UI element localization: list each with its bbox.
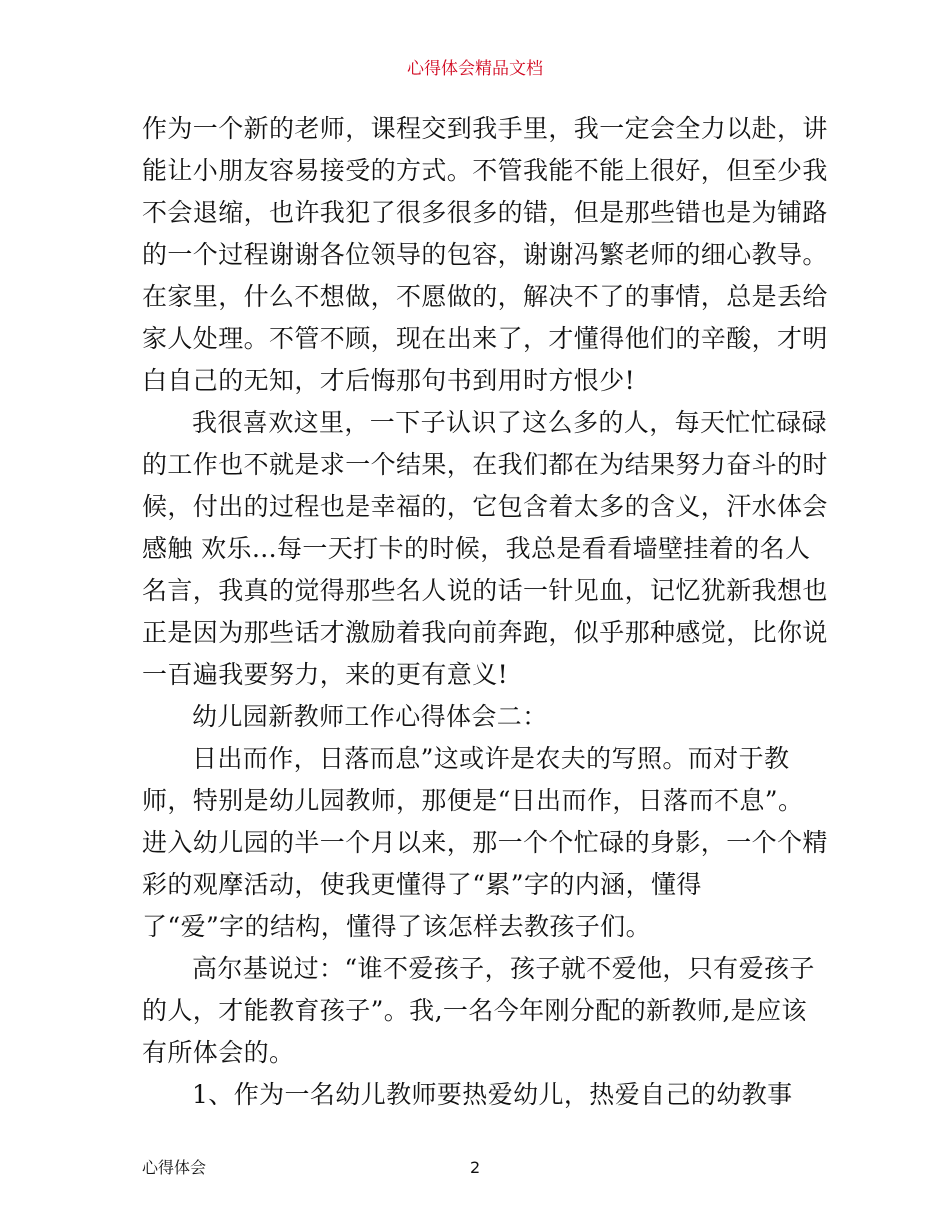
body-line: 家人处理。不管不顾，现在出来了，才懂得他们的辛酸，才明 <box>142 324 828 353</box>
document-body <box>142 108 828 1116</box>
body-line: 一百遍我要努力，来的更有意义! <box>142 660 509 689</box>
page-footer <box>142 1157 814 1179</box>
page-header-title: 心得体会精品文档 <box>407 59 543 79</box>
body-line: 彩的观摩活动，使我更懂得了“累”字的内涵，懂得 <box>142 870 702 899</box>
body-line: 作为一个新的老师，课程交到我手里，我一定会全力以赴，讲 <box>142 114 828 143</box>
body-line: 不会退缩，也许我犯了很多很多的错，但是那些错也是为铺路 <box>142 198 828 227</box>
body-line: 白自己的无知，才后悔那句书到用时方恨少! <box>142 366 636 395</box>
body-line: 正是因为那些话才激励着我向前奔跑，似乎那种感觉，比你说 <box>142 618 828 647</box>
body-line: 感触 欢乐...每一天打卡的时候，我总是看看墙壁挂着的名人 <box>142 534 811 563</box>
footer-label: 心得体会 <box>142 1158 207 1177</box>
body-line: 名言，我真的觉得那些名人说的话一针见血，记忆犹新我想也 <box>142 576 828 605</box>
body-line: 了“爱”字的结构，懂得了该怎样去教孩子们。 <box>142 912 651 941</box>
body-line: 的一个过程谢谢各位领导的包容，谢谢冯繁老师的细心教导。 <box>142 240 828 269</box>
body-line: 在家里，什么不想做，不愿做的，解决不了的事情，总是丢给 <box>142 282 828 311</box>
body-line: 的工作也不就是求一个结果，在我们都在为结果努力奋斗的时 <box>142 450 828 479</box>
page-number: 2 <box>470 1158 481 1177</box>
section-heading: 幼儿园新教师工作心得体会二： <box>192 702 548 731</box>
body-line: 能让小朋友容易接受的方式。不管我能不能上很好，但至少我 <box>142 156 828 185</box>
body-line: 进入幼儿园的半一个月以来，那一个个忙碌的身影，一个个精 <box>142 828 828 857</box>
body-line: 日出而作，日落而息”这或许是农夫的写照。而对于教 <box>192 744 790 773</box>
body-line: 我很喜欢这里，一下子认识了这么多的人，每天忙忙碌碌 <box>192 408 828 437</box>
body-line: 师，特别是幼儿园教师，那便是“日出而作，日落而不息”。 <box>142 786 804 815</box>
body-line: 高尔基说过：“谁不爱孩子，孩子就不爱他，只有爱孩子 <box>192 954 815 983</box>
body-line: 候，付出的过程也是幸福的，它包含着太多的含义，汗水体会 <box>142 492 828 521</box>
body-line: 有所体会的。 <box>142 1038 295 1067</box>
body-line: 的人，才能教育孩子”。我,一名今年刚分配的新教师,是应该 <box>142 996 807 1025</box>
body-line: 1、作为一名幼儿教师要热爱幼儿，热爱自己的幼教事 <box>192 1080 793 1109</box>
